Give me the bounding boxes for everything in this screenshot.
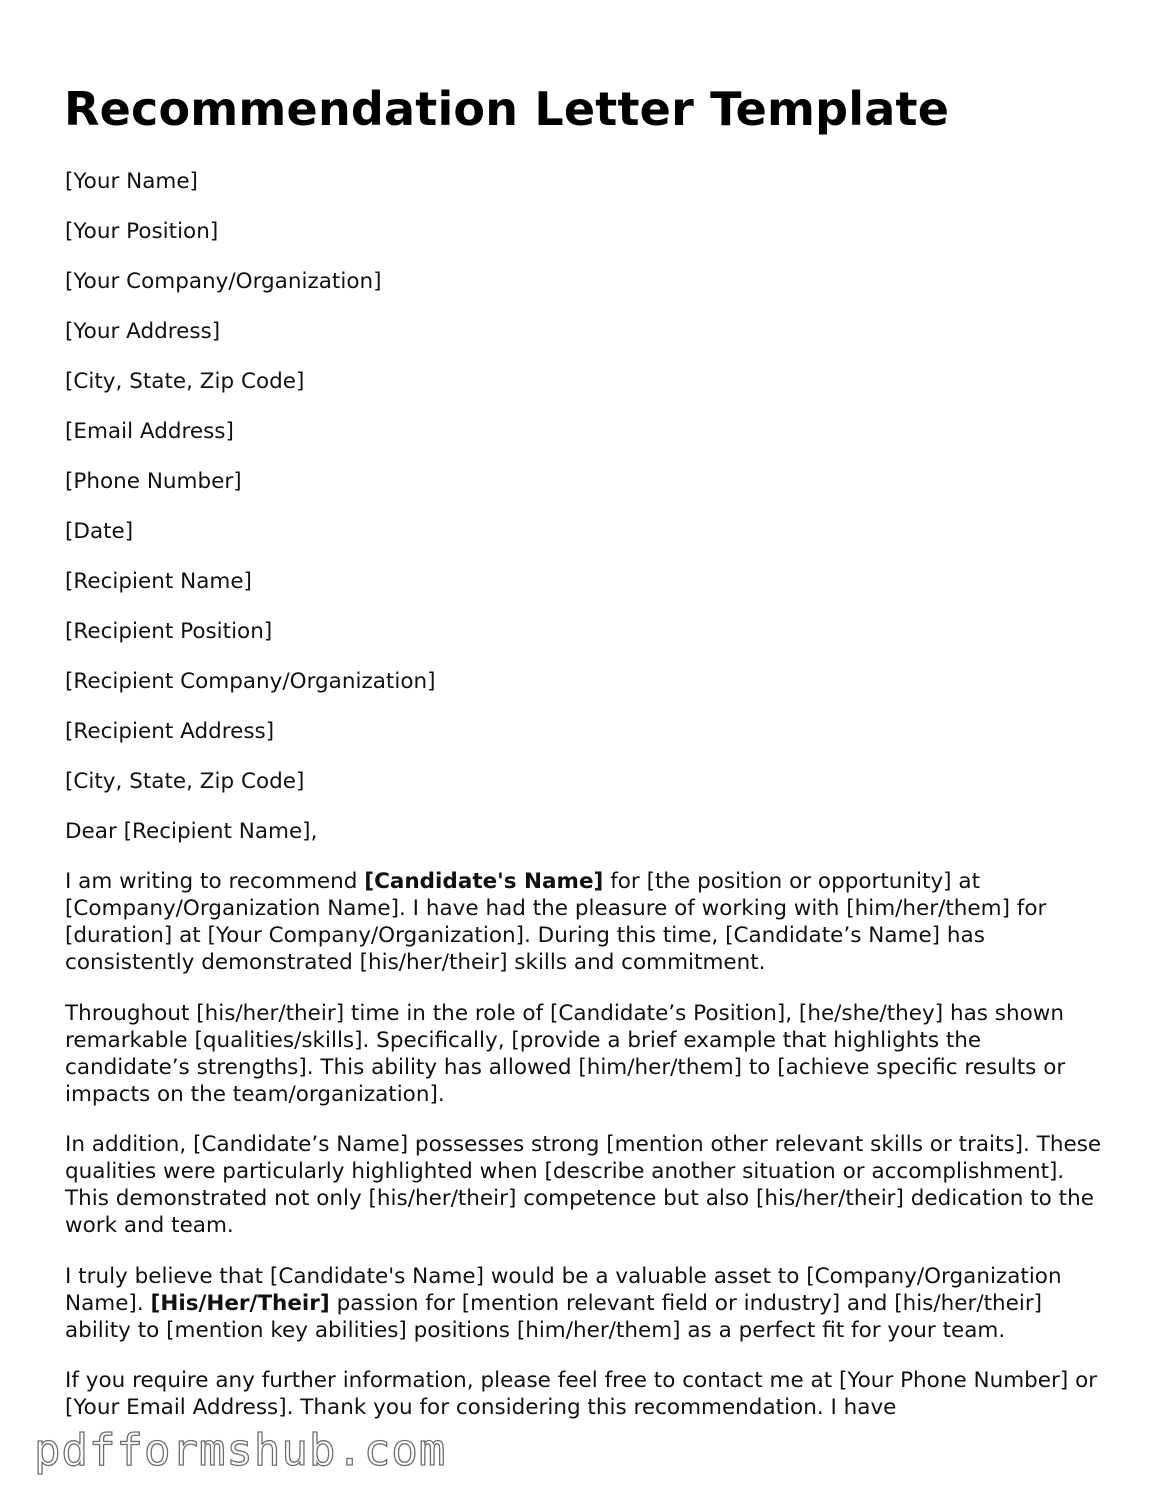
recipient-city-state-zip: [City, State, Zip Code] — [65, 769, 305, 794]
sender-phone: [Phone Number] — [65, 469, 242, 494]
recipient-position: [Recipient Position] — [65, 619, 273, 644]
recipient-name: [Recipient Name] — [65, 569, 252, 594]
recipient-address: [Recipient Address] — [65, 719, 275, 744]
paragraph-3: In addition, [Candidate’s Name] possesses strong [mention other relevant skills or traits]. These qualities were particularly highlighted when [describe another situation or accomplishment]. This demonstrated not only [his/her/their] competence but also [his/her/their] dedication to the work and team. — [65, 1132, 1102, 1238]
salutation: Dear [Recipient Name], — [65, 819, 318, 844]
paragraph-5: If you require any further information, please feel free to contact me at [Your Phone Number] or [Your Email Address]. Thank you for considering this recommendation. I have — [65, 1368, 1098, 1420]
paragraph-1-start: I am writing to recommend — [65, 869, 365, 894]
letter-body — [65, 868, 1105, 1445]
paragraph-2: Throughout [his/her/their] time in the role of [Candidate’s Position], [he/she/they] has shown remarkable [qualities/skills]. Specifically, [provide a brief example that highlights the candidate’s strengths]. This ability has allowed [him/her/them] to [achieve specific results or impacts on the team/organization]. — [65, 1000, 1066, 1107]
candidate-name-bold: [Candidate's Name] — [364, 869, 604, 894]
document-title: Recommendation Letter Template — [64, 82, 950, 136]
letter-date: [Date] — [65, 519, 134, 544]
sender-position: [Your Position] — [65, 219, 219, 244]
paragraph-1-end: for [the position or opportunity] at [Company/Organization Name]. I have had the pleasure of working with [him/her/them] for [duration] at [Your Company/Organization]. During this time, [Candidate’s Name] has consistently demonstrated [his/her/their] skills and commitment. — [65, 869, 1047, 975]
watermark: pdfformshub.com — [34, 1425, 447, 1476]
letter-header — [65, 167, 436, 867]
pronoun-bold: [His/Her/Their] — [150, 1290, 330, 1316]
paragraph-1 — [65, 868, 1105, 976]
sender-address: [Your Address] — [65, 319, 221, 344]
paragraph-4 — [65, 1263, 1105, 1344]
sender-city-state-zip: [City, State, Zip Code] — [65, 369, 305, 394]
sender-email: [Email Address] — [65, 419, 234, 444]
sender-company: [Your Company/Organization] — [65, 269, 382, 294]
sender-name: [Your Name] — [65, 169, 198, 194]
paragraph-4-end: passion for [mention relevant field or industry] and [his/her/their] ability to [mention key abilities] positions [him/her/them] as a perfect fit for your team. — [65, 1290, 1043, 1343]
recipient-company: [Recipient Company/Organization] — [65, 669, 436, 694]
paragraph-4-start: I truly believe that [Candidate's Name] would be a valuable asset to [Company/Organization Name]. — [65, 1263, 1062, 1316]
